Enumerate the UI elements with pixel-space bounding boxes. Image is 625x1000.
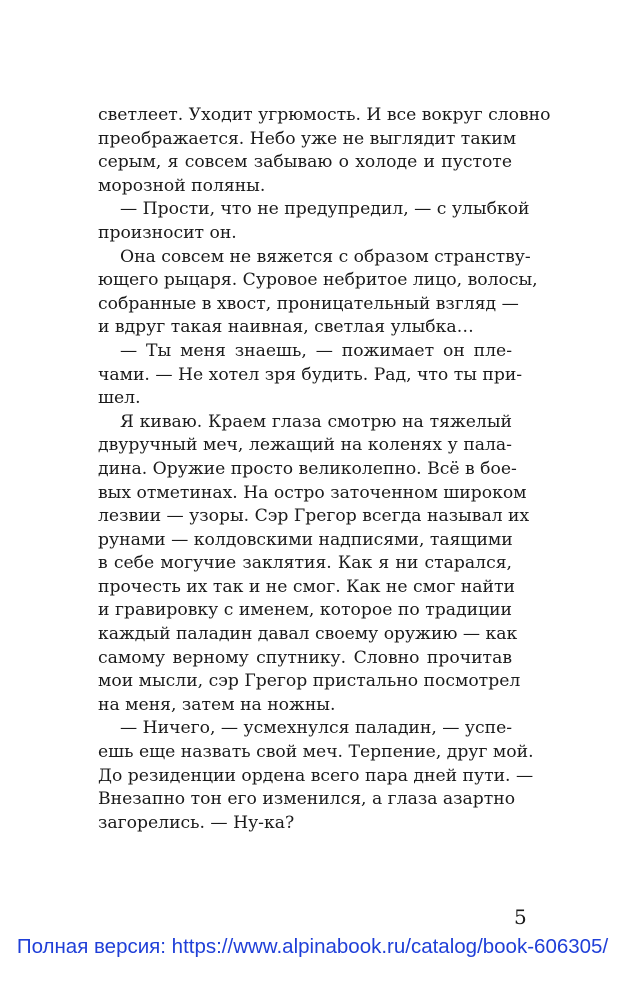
text-line: Внезапно тон его изменился, а глаза азартно xyxy=(98,789,516,810)
text-line: светлеет. Уходит угрюмость. И все вокруг словно xyxy=(98,105,551,125)
paragraph xyxy=(98,411,530,718)
text-line: произносит он. xyxy=(98,222,237,243)
text-line: самому верному спутнику. Словно прочитав xyxy=(98,647,512,668)
text-line: рунами — колдовскими надписями, таящими xyxy=(98,529,513,550)
full-version-link[interactable]: Полная версия: https://www.alpinabook.ru/catalog/book-606305/ xyxy=(16,935,609,958)
text-line: Она совсем не вяжется с образом странству- xyxy=(120,246,531,267)
text-line: серым, я совсем забываю о холоде и пустоте xyxy=(98,152,512,173)
text-line: Я киваю. Краем глаза смотрю на тяжелый xyxy=(120,411,512,432)
paragraph xyxy=(98,340,523,411)
text-line: лезвии — узоры. Сэр Грегор всегда называл их xyxy=(98,506,530,527)
text-line: двуручный меч, лежащий на коленях у пала- xyxy=(98,435,512,456)
text-line: в себе могучие заклятия. Как я ни старался, xyxy=(98,553,512,574)
paragraph xyxy=(98,198,530,245)
text-line: прочесть их так и не смог. Как не смог найти xyxy=(98,576,515,597)
text-line: чами. — Не хотел зря будить. Рад, что ты при- xyxy=(98,364,523,385)
text-line: загорелись. — Ну-ка? xyxy=(98,812,295,833)
text-line: До резиденции ордена всего пара дней пути. — xyxy=(98,765,534,786)
text-line: шел. xyxy=(98,388,141,409)
text-line: на меня, затем на ножны. xyxy=(98,694,336,715)
text-line: вых отметинах. На остро заточенном широком xyxy=(98,482,527,503)
text-line: мои мысли, сэр Грегор пристально посмотрел xyxy=(98,671,521,692)
text-line: и вдруг такая наивная, светлая улыбка… xyxy=(98,317,474,338)
text-line: и гравировку с именем, которое по традиции xyxy=(98,600,512,621)
paragraph xyxy=(98,717,534,835)
page-body-text xyxy=(98,104,551,835)
text-line: ющего рыцаря. Суровое небритое лицо, волосы, xyxy=(98,270,538,291)
text-line: — Прости, что не предупредил, — с улыбкой xyxy=(120,199,530,220)
text-line: каждый паладин давал своему оружию — как xyxy=(98,624,518,645)
text-line: — Ты меня знаешь, — пожимает он пле- xyxy=(120,340,512,361)
text-line: морозной поляны. xyxy=(98,175,266,196)
text-line: собранные в хвост, проницательный взгляд — xyxy=(98,293,519,314)
text-line: ешь еще назвать свой меч. Терпение, друг мой. xyxy=(98,742,534,763)
text-line: — Ничего, — усмехнулся паладин, — успе- xyxy=(120,718,513,739)
paragraph xyxy=(98,104,551,198)
page-number: 5 xyxy=(514,905,527,929)
paragraph xyxy=(98,246,538,340)
text-line: преображается. Небо уже не выглядит таким xyxy=(98,128,517,149)
text-line: дина. Оружие просто великолепно. Всё в бое- xyxy=(98,458,517,479)
